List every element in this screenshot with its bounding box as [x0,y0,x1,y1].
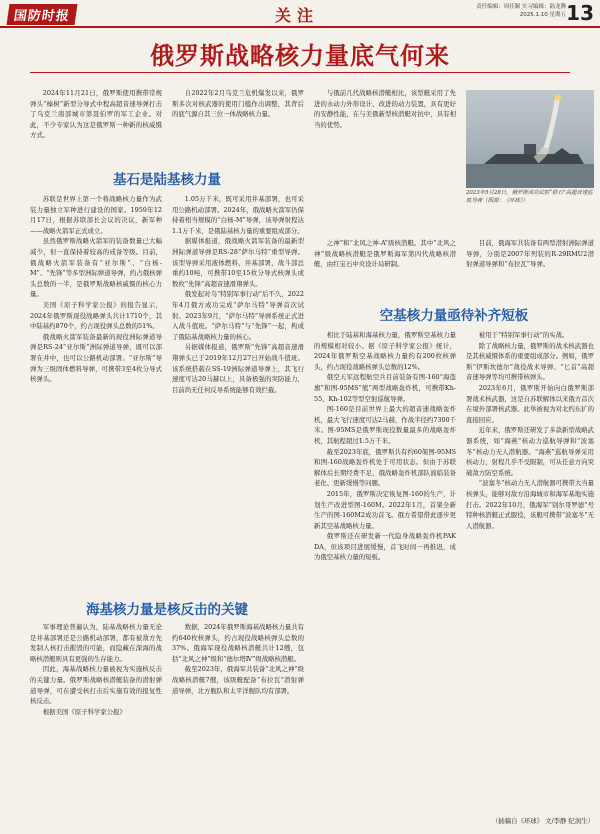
page-number: 13 [566,1,594,25]
body-paragraph: 近年来，俄罗斯还研发了多款新型战略武器系统，如“海燕”核动力巡航导弹和“波塞冬”核动力无人潜航器。“海燕”巡航导弹采用核动力，射程几乎不受限制，可从任意方向突破敌方防空系统。 [466,426,594,477]
article-byline [466,816,594,828]
body-paragraph: 因此，海基战略核力量被视为实施核反击的关键力量。俄罗斯战略核潜艇装备的潜射弹道导弹，可在遭受核打击后实施有效的报复性核反击。 [30,665,162,706]
date-line: 2025.1.10 星期五 [519,12,566,18]
body-paragraph: 美国《原子科学家公报》的报告显示，2024年俄罗斯现役战略弹头共计1710个，其中陆基约870个，约占现役弹头总数的51%。 [30,300,162,331]
body-paragraph: 2015年，俄罗斯决定恢复图-160的生产，计划生产改进型图-160M。2022年1月，首架全新生产的图-160M2成功首飞。俄方希望借此逐步更新其空基战略核力量。 [314,489,456,530]
body-paragraph: 1.05万千米，既可采用井基部署，也可采用公路机动部署。2024年，俄战略火箭军仍保持着相当规模的“白杨-M”导弹，该导弹射程达1.1万千米，是俄陆基核力量的重要组成部分。 [172,195,304,235]
photo-caption: 2023年5月28日，俄罗斯成功试射“锆石”高超音速巡航导弹（图源：《环球》） [466,190,593,204]
body-paragraph: 俄罗斯还在研发新一代隐身战略轰炸机PAK DA，但该项目进展缓慢，首飞时间一再推迟，成为俄空基核力量的短板。 [314,532,456,562]
newspaper-logo: 国防时报 [7,4,78,25]
sea-col-1 [30,622,162,828]
air-col-2 [466,330,594,816]
subheading-air: 空基核力量亟待补齐短板 [379,308,529,324]
body-paragraph: 除了战略核力量，俄罗斯的战术核武器也是其核威慑体系的重要组成部分。例如，俄罗斯“伊斯坎德尔”战役战术导弹、“匕首”高超音速导弹等均可携带核弹头。 [466,341,594,382]
intro-paragraph: 自2022年2月乌克兰危机爆发以来，俄罗斯多次对核武器的使用门槛作出调整，其背后的底气源自其三位一体战略核力量。 [172,89,304,119]
headline: 俄罗斯战略核力量底气何来 [150,42,450,70]
intro-col-right [314,88,456,238]
body-paragraph: 截至2023年底，俄罗斯共有约60架图-95MS和图-160战略轰炸机处于可用状态。但由于苏联解体后长期经费不足，俄战略轰炸机部队面临装备老化、更新缓慢等问题。 [314,447,456,488]
intro-paragraph: 2024年11月21日，俄罗斯使用携带常规弹头“榛树”新型分导式中程高超音速导弹打击了乌克兰南部城市第聂伯罗的军工企业。对此，不少专家认为这是俄罗斯一种新的核威慑方式。 [30,89,162,140]
body-paragraph: 苏联是世界上第一个将战略核力量作为武装力量独立军种进行建设的国家。1959年12月17日，根据苏联部长会议的决议，新军种——战略火箭军正式成立。 [30,195,162,235]
land-col-2 [172,194,304,574]
masthead [0,0,600,28]
body-paragraph: 相比于陆基和海基核力量，俄罗斯空基核力量的规模相对较小。据《原子科学家公报》统计，2024年俄罗斯空基战略核力量约有200枚核弹头，约占现役战略核弹头总数的12%。 [314,331,456,371]
intro-paragraph: 与俄前几代战略核潜艇相比，该型艇采用了先进的水动力外形设计、改进的动力装置，具有更好的安静性能，在与美俄新型核潜艇对抗中，具有相当的优势。 [314,89,456,129]
body-paragraph: 俄空天军远程航空兵目前装备有图-160“海盗旗”和图-95MS“熊”两型战略轰炸机，可携带Kh-55、Kh-102等型空射巡航导弹。 [314,373,456,403]
missile-launch-photo [466,90,594,188]
body-paragraph: 根据美国《原子科学家公报》 [42,707,126,716]
body-paragraph: 2023年6月，俄罗斯开始向白俄罗斯部署战术核武器，这是自苏联解体以来俄方首次在境外部署核武器。此举被视为对北约东扩的直接回应。 [466,383,594,424]
intro-col-left [30,88,162,152]
body-paragraph: 俄战略火箭军装备最新的现役洲际弹道导弹是RS-24“亚尔斯”洲际弹道导弹，既可以部署在井中，也可以公路机动部署。“亚尔斯”导弹为三级固体燃料导弹，可携带3至4枚分导式核弹头。 [30,332,162,384]
ship-missile-icon [466,90,594,188]
body-paragraph: 虽然俄罗斯战略火箭军的装备数量已大幅减少，但一直保持着较高的戒备等级。目前，俄战略火箭军装备有“亚尔斯”、“白杨-M”、“先锋”等多型洲际弹道导弹，约占俄核弹头总数的一半，是俄罗斯战略核威慑的核心力量。 [30,237,162,299]
sea-col-3 [314,238,456,294]
air-col-1 [314,330,456,828]
body-paragraph: 俄发起对乌“特别军事行动”后不久，2022年4月俄方成功完成“萨尔马特”导弹首次试射。2023年9月，“萨尔马特”导弹系统正式进入战斗值班。“萨尔马特”与“先锋”一起，构成了俄陆基战略核力量的核心。 [172,290,304,341]
body-paragraph: 被用于“特别军事行动”的实战。 [478,331,569,339]
body-paragraph: 图-160是目前世界上最大的超音速战略轰炸机，最大飞行速度可达2马赫，作战半径约7300千米。图-95MS是俄罗斯现役数量最多的战略轰炸机，其航程超过1.5万千米。 [314,405,456,445]
sea-col-4 [466,238,594,294]
body-paragraph: 另据媒体报道，俄罗斯“先锋”高超音速滑翔弹头已于2019年12月27日开始战斗值班。该系统搭载在SS-19洲际弹道导弹上，其飞行速度可达20马赫以上，具备极强的突防能力，目前尚无任何反导系统能够有效拦截。 [172,343,304,394]
sea-col-2 [172,622,304,828]
body-paragraph: 截至2023年，俄海军共装备“北风之神”级战略核潜艇7艘，该级艇配备“布拉瓦”潜射弹道导弹，北方舰队和太平洋舰队均有部署。 [172,665,304,695]
land-col-1 [30,194,162,530]
intro-col-middle [172,88,304,152]
editor-line: 责任编辑：周佳颖 实习编辑：陆龙腾 [476,4,566,10]
subheading-sea: 海基核力量是核反击的关键 [86,602,248,618]
section-title: 关注 [275,6,320,25]
body-paragraph: 数据，2024年俄罗斯海基战略核力量共有约640枚核弹头，约占现役战略核弹头总数的37%。俄海军现役战略核潜艇共计12艘，包括“北风之神”级和“德尔塔Ⅳ”级战略核潜艇。 [172,623,304,663]
body-paragraph: 目前，俄海军共装备有两型潜射洲际弹道导弹，分别是2007年列装的R-29RMU2潜射弹道导弹和“布拉瓦”导弹。 [466,239,594,269]
byline-text: （插稿自《环球》 文/李静 纪润生） [491,817,594,825]
body-paragraph: 据媒体报道，俄战略火箭军装备的最新型洲际弹道导弹是RS-28“萨尔马特”重型导弹。该型导弹采用液体燃料，井基部署，战斗部总重约10吨，可携带10至15枚分导式核弹头或数枚“先锋”高超音速滑翔弹头。 [172,237,304,288]
body-paragraph: 之神”和“北风之神-A”级核潜艇。其中“北风之神”级战略核潜艇是俄罗斯海军第四代战略核潜艇，由红宝石中央设计局研制。 [314,239,456,269]
body-paragraph: 军事理论普遍认为，陆基战略核力量无论是井基部署还是公路机动部署，都有被敌方先发制人核打击摧毁的可能，而隐藏在深海的战略核潜艇则具有更强的生存能力。 [30,623,162,663]
subheading-land: 基石是陆基核力量 [113,172,221,188]
issue-meta [476,3,566,19]
headline-rule [30,72,570,73]
body-paragraph: “波塞冬”核动力无人潜航器可携带大当量核弹头，能够对敌方沿海城市和海军基地实施打击。2022年10月，俄海军“别尔哥罗德”号特种核潜艇正式服役，该艇可携带“波塞冬”无人潜航器。 [466,479,594,530]
